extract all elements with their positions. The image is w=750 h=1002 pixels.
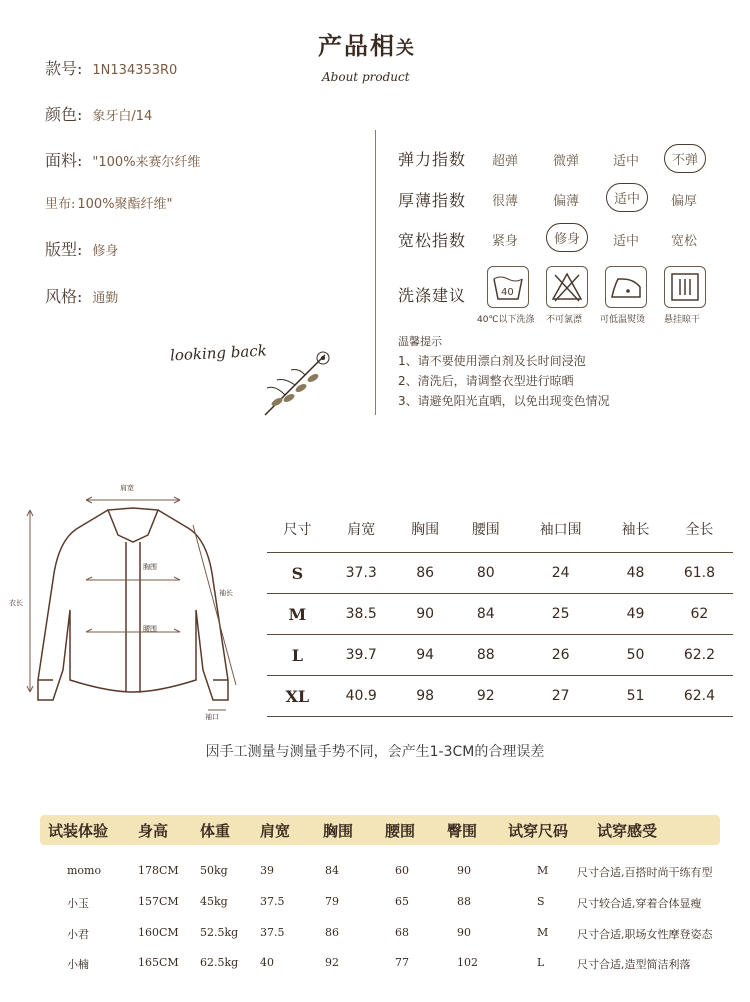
tip-line: 1、请不要使用漂白剂及长时间浸泡	[398, 354, 586, 368]
shirt-diagram	[8, 470, 263, 730]
trial-cell: 50kg	[200, 864, 228, 877]
wash-40-icon	[487, 266, 529, 308]
size-cell: XL	[267, 676, 328, 717]
trial-cell: 尺寸合适,百搭时尚干练有型	[577, 866, 713, 879]
trial-cell: 小楠	[67, 958, 89, 971]
care-label: 悬挂晾干	[664, 315, 701, 325]
table-cell: 90	[395, 594, 456, 635]
table-row	[267, 635, 733, 676]
trial-header: 肩宽	[260, 822, 291, 840]
flower-branch-icon	[255, 340, 345, 420]
header-cell: 袖口围	[516, 506, 605, 553]
info-color: 颜色: 象牙白/14	[45, 105, 153, 124]
size-cell: L	[267, 635, 328, 676]
table-cell: 92	[455, 676, 516, 717]
trial-cell: 小玉	[67, 897, 89, 910]
trial-cell: 160CM	[138, 926, 179, 939]
table-cell: 98	[395, 676, 456, 717]
table-cell: 80	[455, 553, 516, 594]
thickness-option: 偏厚	[671, 194, 698, 209]
trial-cell: 165CM	[138, 956, 179, 969]
trial-cell: 37.5	[260, 895, 285, 908]
no-bleach-icon	[546, 266, 588, 308]
trial-cell: 尺寸较合适,穿着合体显瘦	[577, 897, 702, 910]
decor-text: looking back	[169, 341, 268, 365]
header-cell: 胸围	[395, 506, 456, 553]
thickness-option: 很薄	[492, 194, 519, 209]
tip-line: 3、请避免阳光直晒，以免出现变色情况	[398, 394, 610, 408]
trial-cell: 68	[395, 926, 409, 939]
trial-header: 试装体验	[48, 822, 109, 840]
trial-cell: 65	[395, 895, 409, 908]
trial-cell: 102	[457, 956, 478, 969]
trial-cell: 84	[325, 864, 339, 877]
header-cell: 尺寸	[267, 506, 328, 553]
trial-cell: 39	[260, 864, 274, 877]
looseness-option: 紧身	[492, 234, 519, 249]
thickness-option-selected: 适中	[606, 183, 648, 212]
hang-dry-icon	[664, 266, 706, 308]
care-label: 可低温熨烫	[600, 315, 646, 325]
table-row	[267, 594, 733, 635]
table-cell: 50	[605, 635, 666, 676]
tip-line: 2、清洗后，请调整衣型进行晾晒	[398, 374, 574, 388]
trial-cell: 尺寸合适,职场女性摩登姿态	[577, 928, 713, 941]
table-cell: 24	[516, 553, 605, 594]
table-cell: 38.5	[328, 594, 395, 635]
size-cell: M	[267, 594, 328, 635]
size-cell: S	[267, 553, 328, 594]
iron-low-icon	[605, 266, 647, 308]
tips-title: 温馨提示	[398, 335, 442, 348]
trial-header: 胸围	[323, 822, 354, 840]
elastic-index-label: 弹力指数	[398, 150, 467, 169]
table-cell: 37.3	[328, 553, 395, 594]
trial-cell: S	[537, 895, 545, 908]
page-title: 产品相关	[318, 31, 416, 60]
trial-cell: 86	[325, 926, 339, 939]
table-cell: 39.7	[328, 635, 395, 676]
looseness-option-selected: 修身	[546, 223, 588, 252]
info-lining: 里布: 100%聚酯纤维"	[45, 197, 173, 212]
trial-cell: 尺寸合适,造型简洁利落	[577, 958, 691, 971]
diagram-label: 袖口	[205, 713, 219, 721]
looseness-option: 适中	[613, 234, 640, 249]
trial-cell: 88	[457, 895, 471, 908]
care-label: 40℃以下洗涤	[477, 315, 535, 325]
looseness-index-label: 宽松指数	[398, 231, 467, 250]
table-cell: 86	[395, 553, 456, 594]
thickness-index-label: 厚薄指数	[398, 191, 467, 210]
trial-header: 体重	[200, 822, 231, 840]
trial-cell: 62.5kg	[200, 956, 239, 969]
care-label: 不可氯漂	[546, 315, 583, 325]
table-cell: 61.8	[666, 553, 733, 594]
page-subtitle: About product	[322, 70, 410, 84]
table-cell: 49	[605, 594, 666, 635]
table-row	[267, 553, 733, 594]
trial-header: 臀围	[447, 822, 478, 840]
diagram-label: 袖长	[219, 589, 233, 597]
trial-cell: 90	[457, 926, 471, 939]
diagram-label: 腰围	[143, 625, 157, 633]
info-fit: 版型: 修身	[45, 240, 119, 259]
size-table	[267, 506, 733, 717]
diagram-label: 衣长	[9, 599, 23, 607]
trial-rows	[0, 864, 750, 974]
measure-note: 因手工测量与测量手势不同，会产生1-3CM的合理误差	[205, 744, 545, 760]
trial-header: 腰围	[385, 822, 416, 840]
table-cell: 48	[605, 553, 666, 594]
looseness-option: 宽松	[671, 234, 698, 249]
trial-cell: M	[537, 926, 549, 939]
trial-cell: 90	[457, 864, 471, 877]
header-cell: 全长	[666, 506, 733, 553]
diagram-label: 胸围	[143, 563, 157, 571]
elastic-option: 超弹	[492, 154, 519, 169]
washing-label: 洗涤建议	[398, 286, 467, 305]
trial-cell: 60	[395, 864, 409, 877]
trial-cell: L	[537, 956, 545, 969]
info-style: 风格: 通勤	[45, 287, 119, 306]
table-cell: 88	[455, 635, 516, 676]
trial-cell: 79	[325, 895, 339, 908]
trial-cell: 45kg	[200, 895, 228, 908]
table-cell: 62.4	[666, 676, 733, 717]
table-cell: 94	[395, 635, 456, 676]
trial-cell: 40	[260, 956, 274, 969]
table-cell: 27	[516, 676, 605, 717]
divider-line	[375, 130, 376, 415]
trial-cell: 小君	[67, 928, 89, 941]
trial-header: 试穿尺码	[508, 822, 569, 840]
header-cell: 肩宽	[328, 506, 395, 553]
trial-header: 试穿感受	[597, 822, 658, 840]
table-cell: 26	[516, 635, 605, 676]
trial-cell: momo	[67, 864, 102, 877]
header-cell: 腰围	[455, 506, 516, 553]
trial-cell: 52.5kg	[200, 926, 239, 939]
info-style-no: 款号: 1N134353R0	[45, 59, 178, 78]
table-cell: 25	[516, 594, 605, 635]
trial-cell: 157CM	[138, 895, 179, 908]
diagram-label: 肩宽	[120, 484, 134, 492]
table-cell: 62	[666, 594, 733, 635]
info-fabric: 面料: "100%来赛尔纤维	[45, 151, 201, 170]
elastic-option: 适中	[613, 154, 640, 169]
table-cell: 62.2	[666, 635, 733, 676]
thickness-option: 偏薄	[553, 194, 580, 209]
elastic-option-selected: 不弹	[664, 144, 706, 173]
trial-cell: 37.5	[260, 926, 285, 939]
trial-cell: 178CM	[138, 864, 179, 877]
header-cell: 袖长	[605, 506, 666, 553]
trial-cell: 92	[325, 956, 339, 969]
table-cell: 84	[455, 594, 516, 635]
size-table-header	[267, 506, 733, 553]
trial-cell: 77	[395, 956, 409, 969]
elastic-option: 微弹	[553, 154, 580, 169]
table-row	[267, 676, 733, 717]
trial-header: 身高	[138, 822, 169, 840]
trial-cell: M	[537, 864, 549, 877]
wash-temp: 40	[501, 287, 514, 298]
table-cell: 40.9	[328, 676, 395, 717]
table-cell: 51	[605, 676, 666, 717]
